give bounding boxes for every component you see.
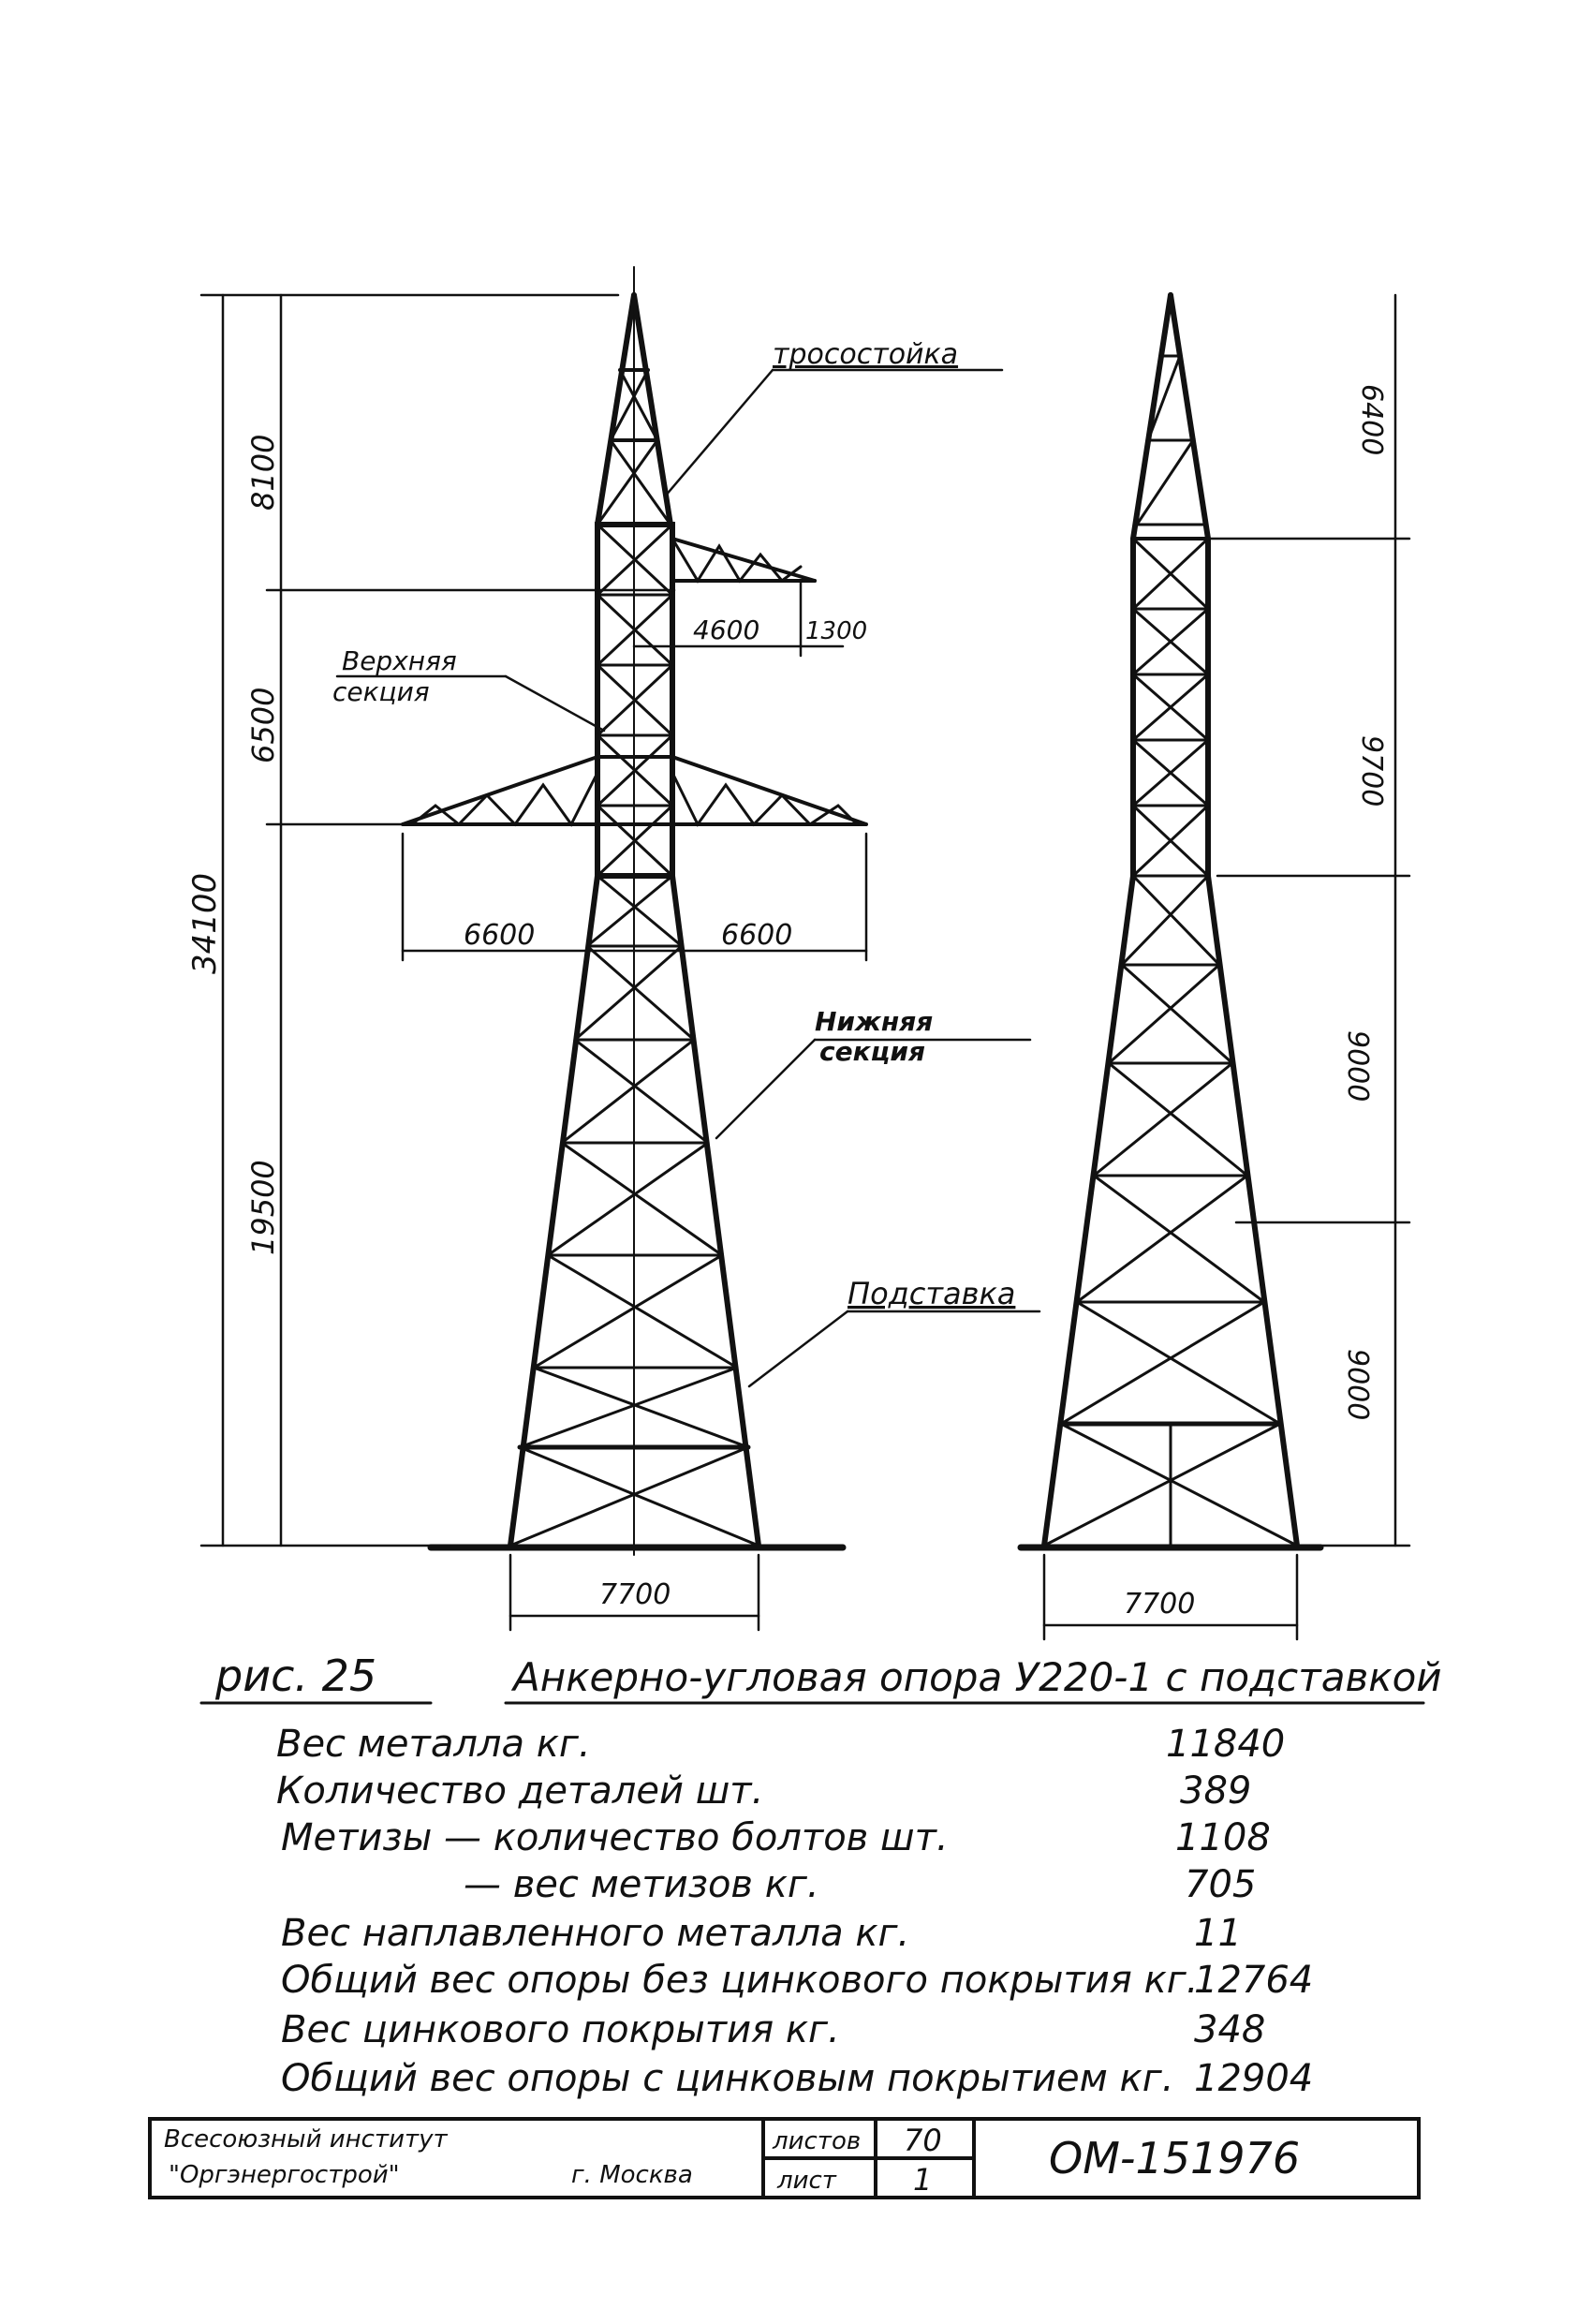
dim-total-height: 34100 (186, 872, 224, 974)
dim-left-arm: 6600 (464, 919, 536, 952)
spec-label: Вес цинкового покрытия кг. (281, 2008, 840, 2051)
spec-label: Вес металла кг. (276, 1723, 591, 1766)
dimension-lines (201, 295, 1409, 1639)
sheet-label: лист (777, 2167, 836, 2195)
callout-lower-section-2: секция (819, 1036, 925, 1067)
dim-right-2: 9700 (1355, 735, 1388, 807)
dim-middle-section: 6500 (245, 687, 281, 763)
dim-base-width-left: 7700 (599, 1578, 671, 1611)
spec-value: 11840 (1166, 1723, 1286, 1766)
callout-trosostoyka: тросостойка (773, 338, 959, 371)
spec-value: 348 (1194, 2008, 1266, 2051)
spec-label: — вес метизов кг. (464, 1863, 819, 1906)
spec-value: 11 (1194, 1912, 1242, 1955)
spec-value: 705 (1185, 1863, 1257, 1906)
dim-upper-tip: 1300 (805, 617, 868, 645)
callout-lower-section-1: Нижняя (815, 1006, 934, 1037)
spec-label: Общий вес опоры с цинковым покрытием кг. (281, 2057, 1174, 2100)
sheet-value: 1 (913, 2162, 933, 2198)
spec-value: 389 (1180, 1769, 1252, 1813)
document-code: ОМ-151976 (1049, 2133, 1301, 2183)
spec-label: Количество деталей шт. (276, 1769, 764, 1813)
dim-right-3: 9000 (1341, 1030, 1374, 1103)
dim-top-section: 8100 (245, 434, 281, 511)
dim-right-arm: 6600 (721, 919, 793, 952)
dim-upper-arm: 4600 (693, 614, 760, 645)
dim-right-1: 6400 (1355, 384, 1388, 456)
org-name-line2: "Оргэнергострой" (169, 2161, 400, 2189)
sheets-value: 70 (904, 2123, 942, 2158)
spec-value: 12764 (1194, 1959, 1314, 2002)
leader-lines (337, 370, 1039, 1386)
right-tower (1021, 295, 1320, 1547)
spec-value: 12904 (1194, 2057, 1314, 2100)
spec-label: Метизы — количество болтов шт. (281, 1816, 949, 1859)
figure-title: Анкерно-угловая опора У220-1 с подставкой (513, 1654, 1442, 1700)
spec-label: Общий вес опоры без цинкового покрытия кг. (281, 1959, 1199, 2002)
dim-right-4: 9000 (1341, 1349, 1374, 1421)
callout-upper-section-2: секция (332, 676, 430, 707)
figure-number: рис. 25 (215, 1650, 377, 1701)
dim-base-width-right: 7700 (1124, 1588, 1196, 1621)
spec-label: Вес наплавленного металла кг. (281, 1912, 910, 1955)
sheets-label: листов (773, 2127, 862, 2155)
left-tower (403, 267, 866, 1555)
callout-base: Подставка (848, 1276, 1016, 1311)
callout-upper-section-1: Верхняя (342, 645, 457, 676)
dim-bottom-section: 19500 (245, 1160, 281, 1255)
spec-value: 1108 (1175, 1816, 1271, 1859)
org-name-line1: Всесоюзный институт (164, 2125, 448, 2154)
org-city: г. Москва (571, 2161, 693, 2189)
